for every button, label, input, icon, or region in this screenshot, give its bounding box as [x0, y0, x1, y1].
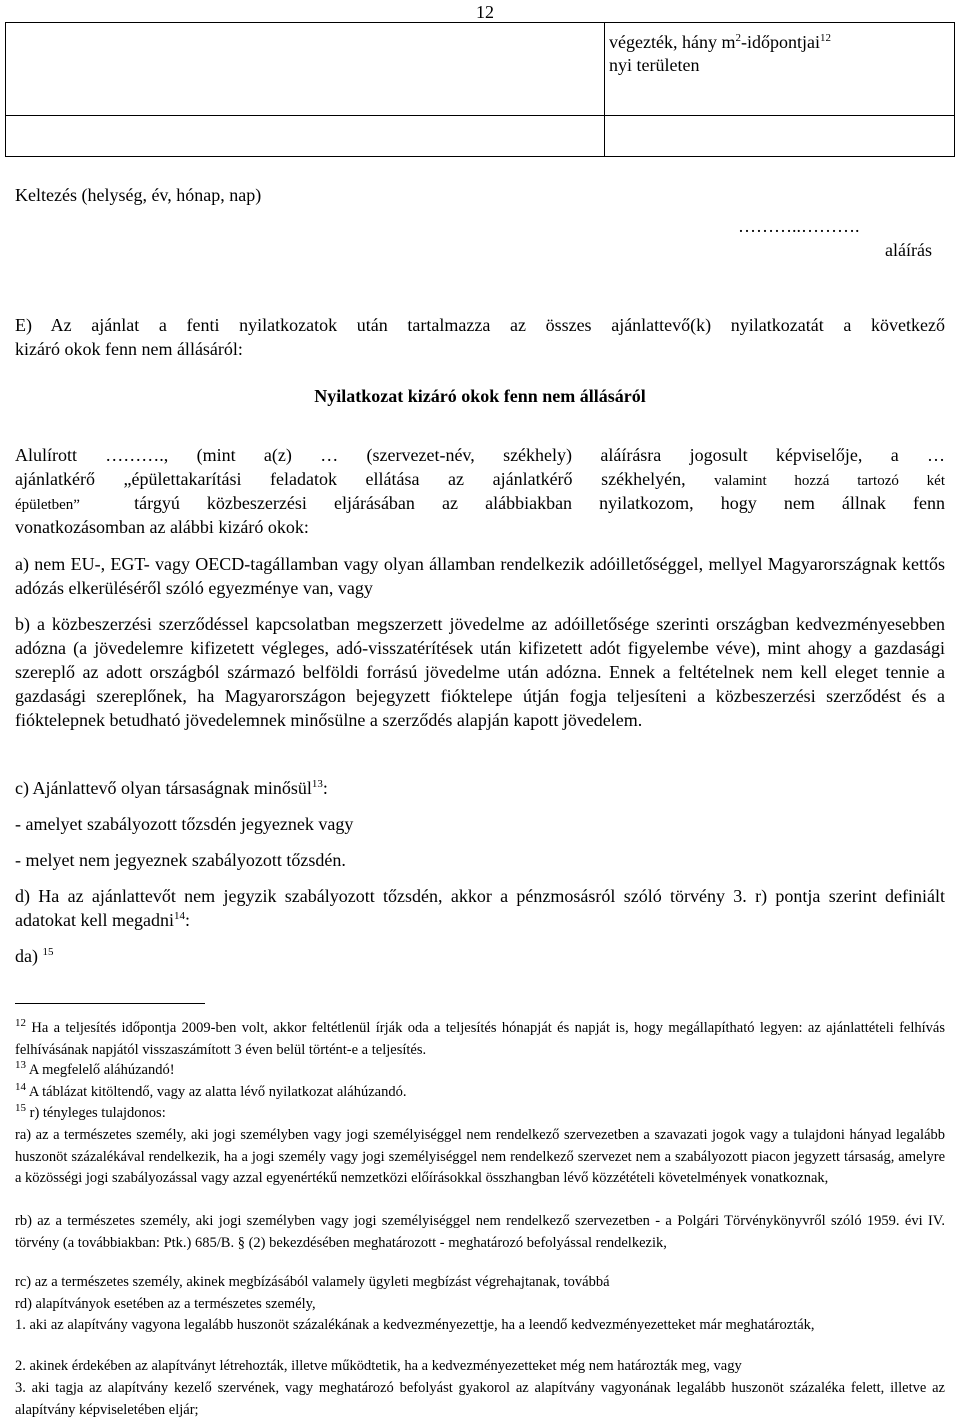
list-item: - amelyet szabályozott tőzsdén jegyeznek vagy: [15, 814, 354, 834]
cell-text: nyi területen: [609, 55, 700, 75]
footnote-item-3: 3. aki tagja az alapítvány kezelő szervének, vagy meghatározó befolyást gyakorol az alapítvány vagyonának legalább huszonöt százaléka felett, illetve az alapítvány képviseletében eljár;: [15, 1380, 945, 1418]
footnote-item-rb: rb) az a természetes személy, aki jogi személyben vagy jogi személyiséggel nem rendelkező szervezetben - a Polgári Törvénykönyvről szóló 1959. évi IV. törvény (a továbbiakban: Ptk.) 685/B. § (2) bekezdésében meghatározott - meghatározó befolyással rendelkezik,: [15, 1213, 945, 1251]
table-cell: [6, 23, 605, 116]
item-da-text: da): [15, 946, 38, 966]
footnote-ref: 15: [42, 946, 54, 958]
item-c-text: c) Ajánlattevő olyan társaságnak minősül: [15, 778, 312, 798]
footnote-number: 14: [15, 1081, 26, 1094]
cell-text: végezték, hány m: [609, 32, 736, 52]
footnote-number: 15: [15, 1102, 26, 1115]
footnote-text: r) tényleges tulajdonos:: [29, 1105, 166, 1121]
footnote-separator: [15, 1003, 205, 1004]
footnote-item-ra: ra) az a természetes személy, aki jogi személyben vagy jogi személyiséggel nem rendelkező szervezetben a szavazati jogok vagy a tulajdoni hányad legalább huszonöt százalékával rendelkezik, ha a jogi személy vagy jogi személyiséggel nem rendelkező szervezet nem a szabályozott piacon jegyzett társaság, amelyre a közösségi jogi szabályozással vagy azzal egyenértékű nemzetközi előírásokkal összhangban lévő közzétételi követelmények vonatkoznak,: [15, 1127, 945, 1186]
table-cell: [605, 23, 955, 116]
table-cell: [6, 116, 605, 157]
cell-sup: 2: [735, 32, 741, 44]
footnote-15: [15, 1103, 945, 1125]
signature-dots: ………..……….: [738, 216, 860, 236]
cell-text: időpontjai: [746, 32, 820, 52]
data-table: [5, 22, 955, 157]
footnote-ref: 12: [819, 32, 831, 44]
declaration-text-small: valamint hozzá tartozó két: [714, 473, 945, 489]
footnote-number: 12: [15, 1017, 26, 1030]
section-e-line: kizáró okok fenn nem állásáról:: [15, 339, 243, 359]
footnote-item-rd: rd) alapítványok esetében az a természetes személy,: [15, 1296, 316, 1312]
declaration-line: [15, 467, 945, 493]
footnote-ref: 14: [173, 910, 185, 922]
declaration-line: Alulírott ………., (mint a(z) … (szervezet-név, székhely) aláírásra jogosult képviselője, a …: [15, 445, 945, 465]
table-row: [6, 23, 955, 116]
footnote-text: A táblázat kitöltendő, vagy az alatta lévő nyilatkozat aláhúzandó.: [28, 1084, 407, 1100]
footnote-item-2: 2. akinek érdekében az alapítványt létrehozták, illetve működtetik, ha a kedvezményezetteket még nem határozták meg, vagy: [15, 1358, 742, 1374]
footnote-text: Ha a teljesítés időpontja 2009-ben volt, akkor feltétlenül írják oda a teljesítés hónapját és napját is, hogy megállapítható legyen: az ajánlattételi felhívás felhívásának napjától visszaszámított 3 éven belül történt-e a teljesítés.: [15, 1020, 946, 1058]
footnote-text: A megfelelő aláhúzandó!: [28, 1062, 175, 1078]
declaration-text-small: épületben”: [15, 497, 80, 513]
declaration-text: tárgyú közbeszerzési eljárásában az alábbiakban nyilatkozom, hogy nem állnak fenn: [134, 493, 946, 513]
declaration-line: vonatkozásomban az alábbi kizáró okok:: [15, 517, 309, 537]
footnote-13: [15, 1060, 945, 1082]
item-b: b) a közbeszerzési szerződéssel kapcsolatban megszerzett jövedelme az adóilletősége szerinti országban kedvezményesebben adózna (a jövedelemre kifizetett végleges, adó-visszatérítések után kifizetett adót figyelembe véve), mint ahogy a gazdasági szereplő az adott országból származó belföldi forrású jövedelme után adózna. Ennek a feltételnek nem kell eleget tennie a gazdasági szereplőnek, ha Magyarországon bejegyzett fióktelepe útján fogja teljesíteni a közbeszerzési szerződést és a fióktelepnek betudható jövedelemnek minősülne a szerződés alapján kapott jövedelem.: [15, 614, 945, 730]
item-da: [15, 944, 945, 968]
footnote-number: 13: [15, 1059, 26, 1072]
item-d-text: d) Ha az ajánlattevőt nem jegyzik szabályozott tőzsdén, akkor a pénzmosásról szóló törvény 3. r) pontja szerint definiált adatokat kell megadni: [15, 886, 945, 930]
table-row: [6, 116, 955, 157]
footnote-item-1: 1. aki az alapítvány vagyona legalább huszonöt százalékának a kedvezményezettje, ha a leendő kedvezményezetteket már meghatározták,: [15, 1317, 815, 1333]
footnote-item-rc: rc) az a természetes személy, akinek megbízásából valamely ügyleti megbízást végrehajtanak, továbbá: [15, 1274, 610, 1290]
declaration-text: ajánlatkérő „épülettakarítási feladatok ellátása az ajánlatkérő székhelyén,: [15, 469, 686, 489]
list-item: - melyet nem jegyeznek szabályozott tőzsdén.: [15, 850, 346, 870]
page-number: 12: [476, 2, 494, 22]
item-a: a) nem EU-, EGT- vagy OECD-tagállamban vagy olyan államban rendelkezik adóilletőséggel, mellyel Magyarországnak kettős adózás elkerüléséről szóló egyezménye van, vagy: [15, 554, 945, 598]
item-c: [15, 776, 945, 800]
footnote-ref: 13: [311, 778, 323, 790]
item-c-tail: :: [322, 778, 328, 798]
signature-label: aláírás: [885, 240, 932, 260]
item-d: [15, 884, 945, 932]
footnote-14: [15, 1082, 945, 1104]
footnote-12: [15, 1018, 945, 1061]
declaration-title: Nyilatkozat kizáró okok fenn nem állásáról: [314, 386, 646, 406]
section-e-line: E) Az ajánlat a fenti nyilatkozatok után tartalmazza az összes ajánlattevő(k) nyilatkozatát a következő: [15, 315, 945, 335]
cell-text: -: [740, 32, 747, 52]
dating-label: Keltezés (helység, év, hónap, nap): [15, 185, 262, 205]
declaration-line: [15, 491, 945, 517]
item-d-tail: :: [184, 910, 190, 930]
table-cell: [605, 116, 955, 157]
